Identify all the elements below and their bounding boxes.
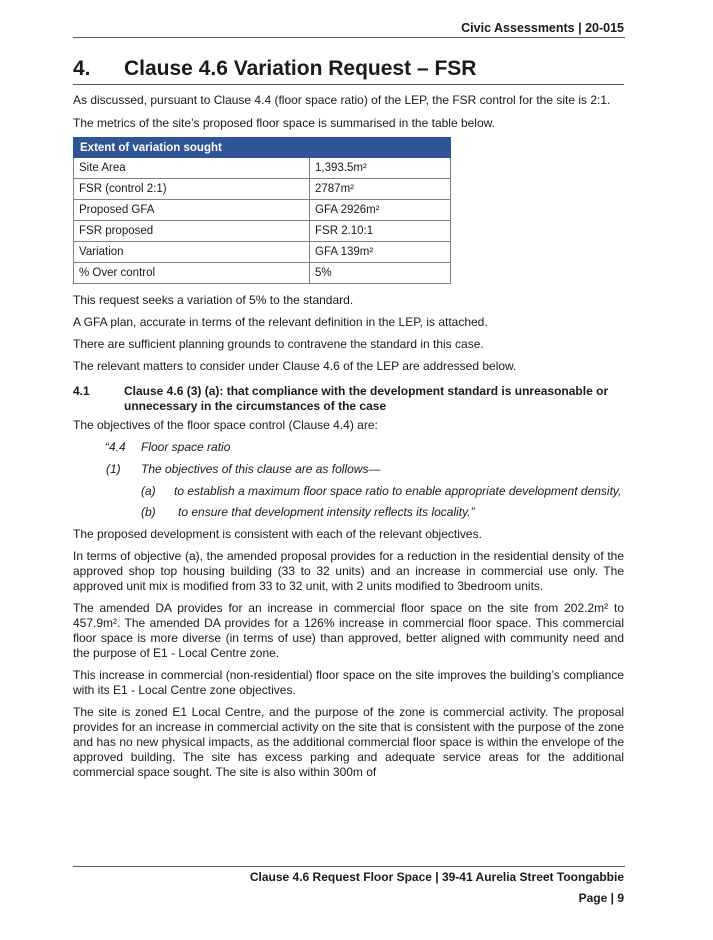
subsection-title: Clause 4.6 (3) (a): that compliance with the development standard is unreasonable or unnecessary in the circumstances of the case <box>124 384 609 413</box>
table-row <box>74 221 451 242</box>
row-value: GFA 139m² <box>310 242 451 263</box>
table-row <box>74 242 451 263</box>
quote-item-b <box>141 505 624 520</box>
row-label: FSR proposed <box>74 221 310 242</box>
table-header-row <box>74 138 451 158</box>
quote-subclause-text: The objectives of this clause are as follows— <box>141 462 381 476</box>
quote-clause-title: Floor space ratio <box>141 440 231 454</box>
section-title: Clause 4.6 Variation Request – FSR <box>124 57 477 80</box>
row-label: FSR (control 2:1) <box>74 179 310 200</box>
quote-item-a-number: (a) <box>141 484 156 498</box>
subsection-heading <box>73 384 624 413</box>
quote-item-b-text: to ensure that development intensity reflects its locality.” <box>178 505 475 519</box>
quote-clause-line <box>105 440 624 455</box>
statement: The relevant matters to consider under Clause 4.6 of the LEP are addressed below. <box>73 359 517 373</box>
header-divider <box>73 37 625 38</box>
statement: A GFA plan, accurate in terms of the relevant definition in the LEP, is attached. <box>73 315 488 329</box>
running-footer: Clause 4.6 Request Floor Space | 39-41 Aurelia Street Toongabbie <box>249 870 624 884</box>
footer-divider <box>73 866 625 867</box>
row-value: GFA 2926m² <box>310 200 451 221</box>
quote-subclause-line <box>106 462 624 477</box>
variation-table <box>73 137 451 284</box>
quote-item-a <box>141 484 624 499</box>
statement: There are sufficient planning grounds to contravene the standard in this case. <box>73 337 484 351</box>
quote-item-a-text: to establish a maximum floor space ratio to enable appropriate development density, <box>174 484 622 498</box>
section-heading <box>73 55 624 85</box>
row-label: Proposed GFA <box>74 200 310 221</box>
row-value: 5% <box>310 263 451 284</box>
body-paragraph: In terms of objective (a), the amended proposal provides for a reduction in the residential density of the approved shop top housing building (33 to 32 units) and an increase in commercial use only. The approved unit mix is modified from 33 to 32 unit, with 2 units modified to 3bedroom units. <box>73 549 624 593</box>
statement: This request seeks a variation of 5% to the standard. <box>73 293 354 307</box>
objectives-intro: The objectives of the floor space control (Clause 4.4) are: <box>73 418 378 432</box>
running-header: Civic Assessments | 20-015 <box>461 21 624 35</box>
row-value: 2787m² <box>310 179 451 200</box>
table-row <box>74 200 451 221</box>
subsection-number: 4.1 <box>73 384 90 398</box>
section-number: 4. <box>73 57 91 80</box>
row-label: Site Area <box>74 158 310 179</box>
body-paragraph: The amended DA provides for an increase in commercial floor space on the site from 202.2m² to 457.9m². The amended DA provides for a 126% increase in commercial floor space. This commercial floor space is more diverse (in terms of use) than approved, better aligned with community need and the purpose of E1 - Local Centre zone. <box>73 601 624 660</box>
row-label: Variation <box>74 242 310 263</box>
quote-subclause-number: (1) <box>106 462 121 476</box>
table-row <box>74 179 451 200</box>
body-paragraph: This increase in commercial (non-residential) floor space on the site improves the building’s compliance with its E1 - Local Centre zone objectives. <box>73 668 624 697</box>
intro-paragraph: As discussed, pursuant to Clause 4.4 (floor space ratio) of the LEP, the FSR control for the site is 2:1. <box>73 93 611 107</box>
body-paragraph: The proposed development is consistent with each of the relevant objectives. <box>73 527 482 541</box>
table-row <box>74 263 451 284</box>
row-value: FSR 2.10:1 <box>310 221 451 242</box>
row-value: 1,393.5m² <box>310 158 451 179</box>
metrics-intro: The metrics of the site’s proposed floor space is summarised in the table below. <box>73 116 495 130</box>
page-body <box>73 55 624 780</box>
quote-clause-number: “4.4 <box>105 440 126 454</box>
table-row <box>74 158 451 179</box>
body-paragraph: The site is zoned E1 Local Centre, and the purpose of the zone is commercial activity. The proposal provides for an increase in commercial activity on the site that is consistent with the purpose of the zone and has no new physical impacts, as the additional commercial floor space is within the envelope of the approved building. The site has excess parking and adequate service areas for the additional commercial space sought. The site is also within 300m of <box>73 705 624 779</box>
table-header: Extent of variation sought <box>74 138 451 158</box>
quote-item-b-number: (b) <box>141 505 156 519</box>
row-label: % Over control <box>74 263 310 284</box>
page-number: Page | 9 <box>578 891 624 905</box>
